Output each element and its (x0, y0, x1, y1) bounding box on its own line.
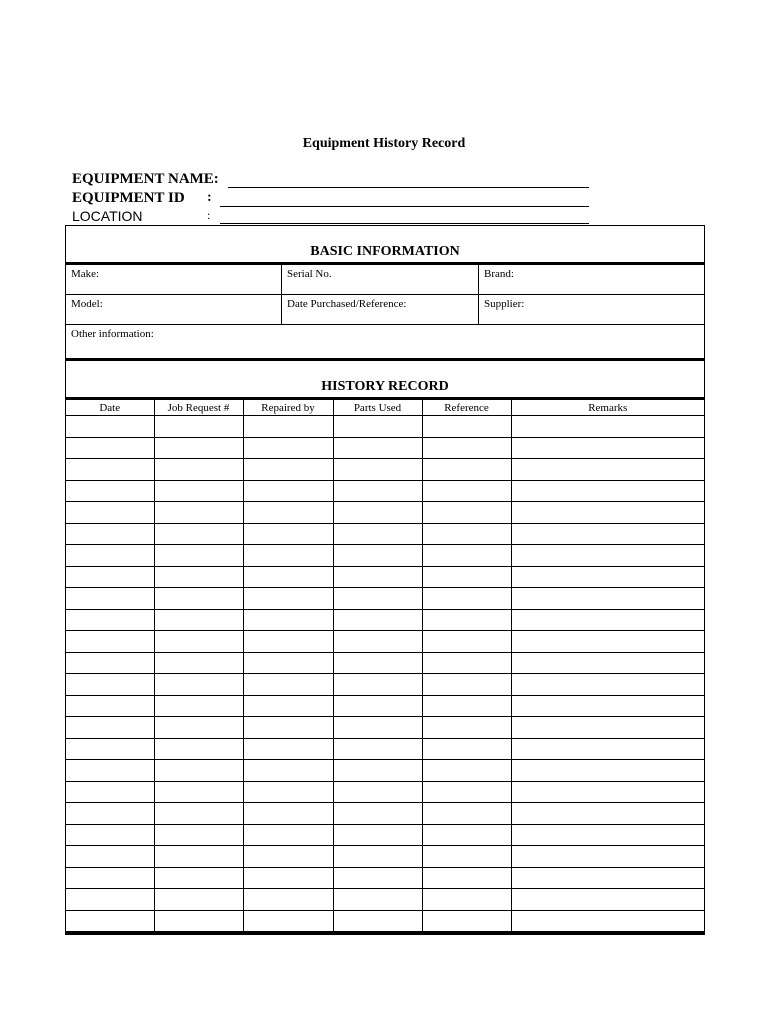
column-header-remarks: Remarks (511, 400, 704, 416)
cell-remarks[interactable] (511, 416, 704, 438)
table-row (66, 824, 704, 846)
cell-reference[interactable] (422, 824, 511, 846)
cell-repaired-by[interactable] (243, 910, 333, 933)
table-row (66, 609, 704, 631)
cell-job-request[interactable] (154, 437, 243, 459)
equipment-id-field[interactable] (220, 206, 589, 207)
cell-parts-used[interactable] (333, 889, 422, 911)
cell-remarks[interactable] (511, 824, 704, 846)
cell-remarks[interactable] (511, 502, 704, 524)
table-row (66, 910, 704, 933)
cell-reference[interactable] (422, 416, 511, 438)
cell-parts-used[interactable] (333, 545, 422, 567)
cell-reference[interactable] (422, 502, 511, 524)
cell-remarks[interactable] (511, 867, 704, 889)
cell-remarks[interactable] (511, 631, 704, 653)
cell-job-request[interactable] (154, 846, 243, 868)
cell-job-request[interactable] (154, 588, 243, 610)
cell-reference[interactable] (422, 760, 511, 782)
history-table (66, 400, 704, 934)
cell-parts-used[interactable] (333, 459, 422, 481)
cell-date[interactable] (66, 824, 154, 846)
cell-reference[interactable] (422, 738, 511, 760)
cell-job-request[interactable] (154, 889, 243, 911)
table-row (66, 566, 704, 588)
cell-date[interactable] (66, 437, 154, 459)
cell-repaired-by[interactable] (243, 781, 333, 803)
cell-parts-used[interactable] (333, 652, 422, 674)
table-row (66, 631, 704, 653)
location-label: LOCATION (72, 208, 143, 224)
cell-remarks[interactable] (511, 566, 704, 588)
cell-repaired-by[interactable] (243, 824, 333, 846)
table-row (66, 738, 704, 760)
equipment-name-field[interactable] (228, 187, 589, 188)
history-body (66, 416, 704, 933)
cell-remarks[interactable] (511, 760, 704, 782)
cell-reference[interactable] (422, 523, 511, 545)
cell-parts-used[interactable] (333, 824, 422, 846)
table-row (66, 760, 704, 782)
supplier-cell[interactable] (479, 295, 704, 324)
cell-remarks[interactable] (511, 480, 704, 502)
cell-reference[interactable] (422, 459, 511, 481)
cell-remarks[interactable] (511, 459, 704, 481)
cell-repaired-by[interactable] (243, 416, 333, 438)
table-row (66, 717, 704, 739)
cell-parts-used[interactable] (333, 910, 422, 933)
cell-date[interactable] (66, 781, 154, 803)
cell-job-request[interactable] (154, 480, 243, 502)
history-record-heading: HISTORY RECORD (321, 379, 449, 394)
cell-date[interactable] (66, 867, 154, 889)
cell-reference[interactable] (422, 889, 511, 911)
cell-parts-used[interactable] (333, 588, 422, 610)
cell-parts-used[interactable] (333, 695, 422, 717)
cell-repaired-by[interactable] (243, 652, 333, 674)
cell-parts-used[interactable] (333, 609, 422, 631)
cell-date[interactable] (66, 502, 154, 524)
cell-reference[interactable] (422, 609, 511, 631)
other-information-cell[interactable] (66, 325, 704, 358)
cell-parts-used[interactable] (333, 566, 422, 588)
cell-date[interactable] (66, 738, 154, 760)
cell-job-request[interactable] (154, 502, 243, 524)
cell-job-request[interactable] (154, 523, 243, 545)
serial-no-label: Serial No. (287, 268, 332, 280)
cell-repaired-by[interactable] (243, 588, 333, 610)
cell-job-request[interactable] (154, 803, 243, 825)
cell-repaired-by[interactable] (243, 631, 333, 653)
cell-date[interactable] (66, 889, 154, 911)
other-information-label: Other information: (71, 328, 154, 340)
cell-date[interactable] (66, 695, 154, 717)
brand-cell[interactable] (479, 265, 704, 294)
cell-repaired-by[interactable] (243, 889, 333, 911)
table-row (66, 588, 704, 610)
cell-job-request[interactable] (154, 781, 243, 803)
cell-parts-used[interactable] (333, 846, 422, 868)
cell-repaired-by[interactable] (243, 609, 333, 631)
cell-job-request[interactable] (154, 738, 243, 760)
cell-remarks[interactable] (511, 652, 704, 674)
cell-reference[interactable] (422, 910, 511, 933)
equipment-name-label: EQUIPMENT NAME: (72, 171, 219, 187)
cell-job-request[interactable] (154, 674, 243, 696)
cell-job-request[interactable] (154, 652, 243, 674)
cell-date[interactable] (66, 416, 154, 438)
cell-job-request[interactable] (154, 760, 243, 782)
record-form (65, 225, 705, 935)
basic-info-row-2 (66, 295, 704, 325)
supplier-label: Supplier: (484, 298, 525, 310)
cell-parts-used[interactable] (333, 674, 422, 696)
cell-repaired-by[interactable] (243, 738, 333, 760)
cell-reference[interactable] (422, 803, 511, 825)
table-row (66, 502, 704, 524)
cell-parts-used[interactable] (333, 717, 422, 739)
cell-remarks[interactable] (511, 889, 704, 911)
cell-repaired-by[interactable] (243, 480, 333, 502)
cell-repaired-by[interactable] (243, 523, 333, 545)
cell-parts-used[interactable] (333, 803, 422, 825)
cell-remarks[interactable] (511, 781, 704, 803)
cell-job-request[interactable] (154, 824, 243, 846)
cell-remarks[interactable] (511, 588, 704, 610)
cell-date[interactable] (66, 566, 154, 588)
cell-reference[interactable] (422, 674, 511, 696)
cell-remarks[interactable] (511, 717, 704, 739)
cell-parts-used[interactable] (333, 416, 422, 438)
cell-date[interactable] (66, 846, 154, 868)
cell-date[interactable] (66, 523, 154, 545)
table-row (66, 545, 704, 567)
cell-remarks[interactable] (511, 674, 704, 696)
make-label: Make: (71, 268, 100, 280)
cell-repaired-by[interactable] (243, 803, 333, 825)
equipment-id-label: EQUIPMENT ID (72, 190, 185, 206)
model-cell[interactable] (66, 295, 282, 324)
cell-repaired-by[interactable] (243, 502, 333, 524)
cell-repaired-by[interactable] (243, 695, 333, 717)
cell-remarks[interactable] (511, 695, 704, 717)
cell-parts-used[interactable] (333, 437, 422, 459)
table-row (66, 459, 704, 481)
cell-job-request[interactable] (154, 545, 243, 567)
cell-job-request[interactable] (154, 631, 243, 653)
cell-job-request[interactable] (154, 566, 243, 588)
cell-job-request[interactable] (154, 416, 243, 438)
cell-date[interactable] (66, 480, 154, 502)
table-row (66, 695, 704, 717)
cell-reference[interactable] (422, 588, 511, 610)
cell-date[interactable] (66, 652, 154, 674)
column-header-reference: Reference (422, 400, 511, 416)
cell-repaired-by[interactable] (243, 437, 333, 459)
cell-date[interactable] (66, 803, 154, 825)
cell-repaired-by[interactable] (243, 674, 333, 696)
history-header-row (66, 400, 704, 416)
table-row (66, 846, 704, 868)
cell-job-request[interactable] (154, 717, 243, 739)
cell-repaired-by[interactable] (243, 717, 333, 739)
cell-job-request[interactable] (154, 459, 243, 481)
cell-parts-used[interactable] (333, 867, 422, 889)
cell-date[interactable] (66, 717, 154, 739)
brand-label: Brand: (484, 268, 514, 280)
cell-reference[interactable] (422, 695, 511, 717)
cell-remarks[interactable] (511, 910, 704, 933)
cell-parts-used[interactable] (333, 502, 422, 524)
cell-job-request[interactable] (154, 609, 243, 631)
cell-repaired-by[interactable] (243, 459, 333, 481)
cell-reference[interactable] (422, 652, 511, 674)
serial-no-cell[interactable] (282, 265, 479, 294)
cell-date[interactable] (66, 910, 154, 933)
cell-parts-used[interactable] (333, 523, 422, 545)
document-title: Equipment History Record (302, 136, 466, 151)
column-header-parts-used: Parts Used (333, 400, 422, 416)
column-header-job-request: Job Request # (154, 400, 243, 416)
cell-repaired-by[interactable] (243, 760, 333, 782)
cell-remarks[interactable] (511, 523, 704, 545)
basic-information-heading: BASIC INFORMATION (310, 244, 460, 259)
cell-remarks[interactable] (511, 609, 704, 631)
cell-reference[interactable] (422, 437, 511, 459)
cell-repaired-by[interactable] (243, 545, 333, 567)
cell-date[interactable] (66, 674, 154, 696)
cell-reference[interactable] (422, 631, 511, 653)
cell-job-request[interactable] (154, 910, 243, 933)
cell-repaired-by[interactable] (243, 867, 333, 889)
table-row (66, 652, 704, 674)
cell-remarks[interactable] (511, 738, 704, 760)
cell-repaired-by[interactable] (243, 846, 333, 868)
cell-reference[interactable] (422, 545, 511, 567)
basic-info-row-1 (66, 265, 704, 295)
cell-job-request[interactable] (154, 695, 243, 717)
table-row (66, 867, 704, 889)
cell-parts-used[interactable] (333, 738, 422, 760)
cell-reference[interactable] (422, 846, 511, 868)
column-header-date: Date (66, 400, 154, 416)
cell-repaired-by[interactable] (243, 566, 333, 588)
column-header-repaired-by: Repaired by (243, 400, 333, 416)
cell-date[interactable] (66, 631, 154, 653)
table-row (66, 480, 704, 502)
model-label: Model: (71, 298, 103, 310)
table-row (66, 437, 704, 459)
cell-job-request[interactable] (154, 867, 243, 889)
cell-date[interactable] (66, 609, 154, 631)
cell-parts-used[interactable] (333, 781, 422, 803)
date-purchased-label: Date Purchased/Reference: (287, 298, 407, 310)
cell-parts-used[interactable] (333, 631, 422, 653)
table-row (66, 781, 704, 803)
make-cell[interactable] (66, 265, 282, 294)
basic-info-row-3 (66, 325, 704, 358)
cell-reference[interactable] (422, 781, 511, 803)
cell-date[interactable] (66, 588, 154, 610)
location-field[interactable] (220, 223, 589, 224)
cell-parts-used[interactable] (333, 760, 422, 782)
cell-reference[interactable] (422, 867, 511, 889)
cell-remarks[interactable] (511, 545, 704, 567)
location-colon: : (207, 208, 211, 222)
table-row (66, 803, 704, 825)
cell-remarks[interactable] (511, 437, 704, 459)
cell-date[interactable] (66, 545, 154, 567)
table-row (66, 674, 704, 696)
table-row (66, 416, 704, 438)
cell-remarks[interactable] (511, 846, 704, 868)
table-row (66, 889, 704, 911)
table-row (66, 523, 704, 545)
cell-reference[interactable] (422, 480, 511, 502)
cell-reference[interactable] (422, 566, 511, 588)
equipment-id-colon: : (207, 190, 212, 205)
cell-reference[interactable] (422, 717, 511, 739)
cell-date[interactable] (66, 459, 154, 481)
cell-date[interactable] (66, 760, 154, 782)
cell-parts-used[interactable] (333, 480, 422, 502)
date-purchased-cell[interactable] (282, 295, 479, 324)
cell-remarks[interactable] (511, 803, 704, 825)
